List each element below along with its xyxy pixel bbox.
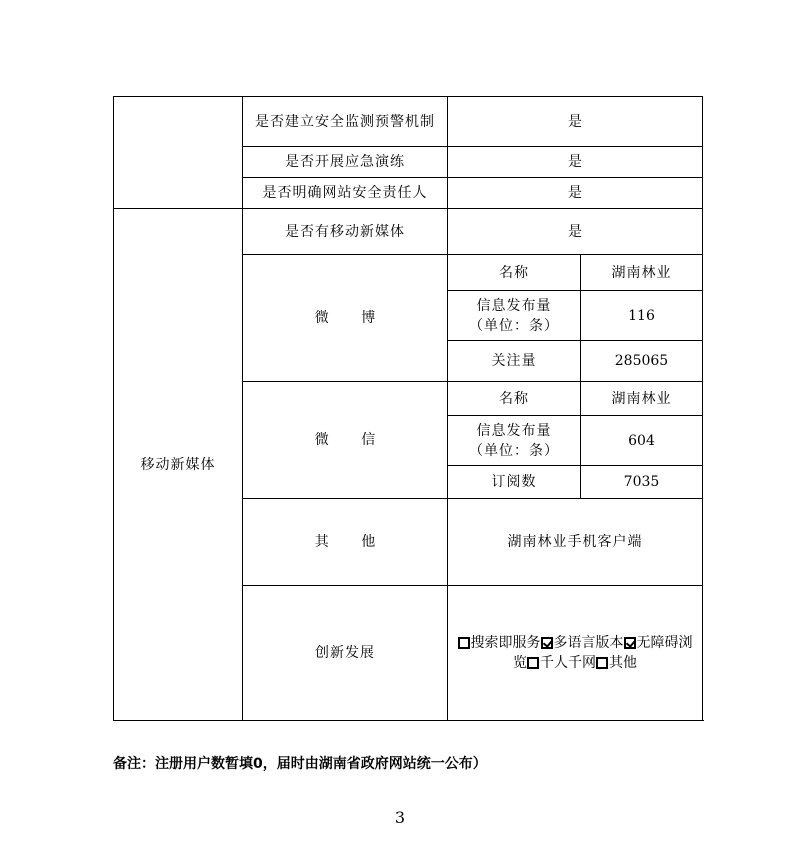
innovation-option[interactable] (527, 655, 596, 671)
wechat-posts-label: 信息发布量 （单位：条） (448, 416, 581, 466)
wechat-name-value: 湖南林业 (581, 382, 703, 416)
weibo-name-label: 名称 (448, 255, 581, 291)
has-media-value: 是 (448, 209, 703, 255)
checkbox-checked-icon[interactable] (541, 637, 553, 649)
wechat-label: 微 信 (243, 382, 448, 499)
other-label: 其 他 (243, 499, 448, 586)
innovation-option[interactable] (596, 655, 637, 671)
weibo-posts-value: 116 (581, 291, 703, 341)
innovation-options (448, 586, 703, 721)
checkbox-checked-icon[interactable] (624, 637, 636, 649)
empty-section-cell (114, 97, 243, 209)
innovation-option-label: 无障碍浏览 (513, 635, 693, 671)
weibo-followers-value: 285065 (581, 341, 703, 382)
has-media-label: 是否有移动新媒体 (243, 209, 448, 255)
wechat-posts-value: 604 (581, 416, 703, 466)
checkbox-empty-icon[interactable] (458, 637, 470, 649)
innovation-option-label: 搜索即服务 (470, 635, 541, 651)
responsible-value: 是 (448, 178, 703, 209)
wechat-name-label: 名称 (448, 382, 581, 416)
footnote: 备注：注册用户数暂填0，届时由湖南省政府网站统一公布） (113, 756, 487, 772)
other-value: 湖南林业手机客户端 (448, 499, 703, 586)
page-number: 3 (394, 808, 406, 827)
wechat-subscribers-label: 订阅数 (448, 466, 581, 499)
wechat-subscribers-value: 7035 (581, 466, 703, 499)
innovation-option-label: 多语言版本 (553, 635, 624, 651)
innovation-option-label: 其他 (609, 655, 637, 671)
weibo-name-value: 湖南林业 (581, 255, 703, 291)
monitoring-value: 是 (448, 97, 703, 147)
drill-value: 是 (448, 147, 703, 178)
weibo-followers-label: 关注量 (448, 341, 581, 382)
checkbox-empty-icon[interactable] (596, 657, 608, 669)
weibo-posts-label: 信息发布量 （单位：条） (448, 291, 581, 341)
checkbox-empty-icon[interactable] (527, 657, 539, 669)
info-table (113, 96, 703, 721)
monitoring-label: 是否建立安全监测预警机制 (243, 97, 448, 147)
innovation-option[interactable] (458, 635, 541, 651)
responsible-label: 是否明确网站安全责任人 (243, 178, 448, 209)
innovation-label: 创新发展 (243, 586, 448, 721)
weibo-label: 微 博 (243, 255, 448, 382)
media-section-label: 移动新媒体 (114, 209, 243, 721)
innovation-option[interactable] (541, 635, 624, 651)
innovation-option-label: 千人千网 (540, 655, 596, 671)
drill-label: 是否开展应急演练 (243, 147, 448, 178)
